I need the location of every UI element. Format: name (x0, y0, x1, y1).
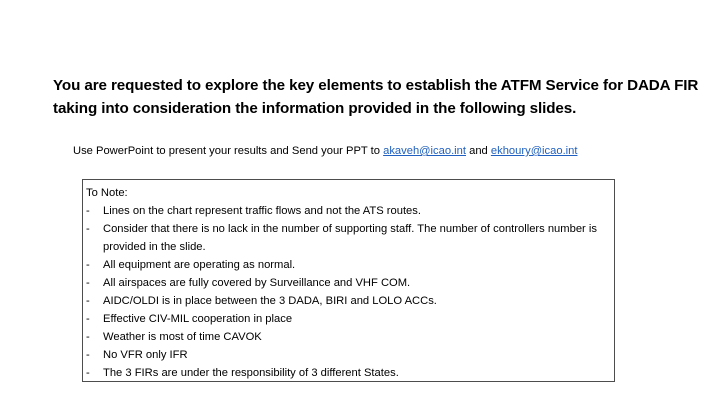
bullet-dash: - (86, 331, 90, 343)
note-text: All equipment are operating as normal. (103, 259, 296, 271)
note-item (86, 328, 608, 346)
notes-list (86, 202, 608, 382)
note-item (86, 346, 608, 364)
note-item (86, 220, 608, 256)
notes-heading: To Note: (86, 187, 128, 199)
note-item (86, 364, 608, 382)
note-text: AIDC/OLDI is in place between the 3 DADA, BIRI and LOLO ACCs. (103, 295, 437, 307)
email-link-ekhoury[interactable]: ekhoury@icao.int (490, 145, 578, 157)
bullet-dash: - (86, 367, 90, 379)
instruction-conjunction: and (466, 145, 491, 157)
bullet-dash: - (86, 259, 90, 271)
note-text: Lines on the chart represent traffic flows and not the ATS routes. (103, 205, 421, 217)
bullet-dash: - (86, 277, 90, 289)
notes-box (82, 179, 615, 382)
note-item (86, 292, 608, 310)
bullet-dash: - (86, 205, 90, 217)
bullet-dash: - (86, 295, 90, 307)
note-text: Weather is most of time CAVOK (103, 331, 262, 343)
note-item (86, 256, 608, 274)
note-text: The 3 FIRs are under the responsibility of 3 different States. (103, 367, 399, 379)
note-text: Consider that there is no lack in the number of supporting staff. The number of controllers number is provided in the slide. (103, 223, 597, 253)
slide-title: You are requested to explore the key elements to establish the ATFM Service for DADA FIR taking into consideration the information provided in the following slides. (53, 77, 699, 117)
note-text: No VFR only IFR (103, 349, 188, 361)
instruction-text: Use PowerPoint to present your results and Send your PPT to (73, 145, 384, 157)
bullet-dash: - (86, 349, 90, 361)
note-text: All airspaces are fully covered by Surveillance and VHF COM. (103, 277, 411, 289)
bullet-dash: - (86, 313, 90, 325)
note-item (86, 274, 608, 292)
instruction-line (73, 144, 703, 159)
note-item (86, 310, 608, 328)
note-item (86, 202, 608, 220)
email-link-akaveh[interactable]: akaveh@icao.int (383, 145, 466, 157)
note-text: Effective CIV-MIL cooperation in place (103, 313, 293, 325)
bullet-dash: - (86, 223, 90, 235)
